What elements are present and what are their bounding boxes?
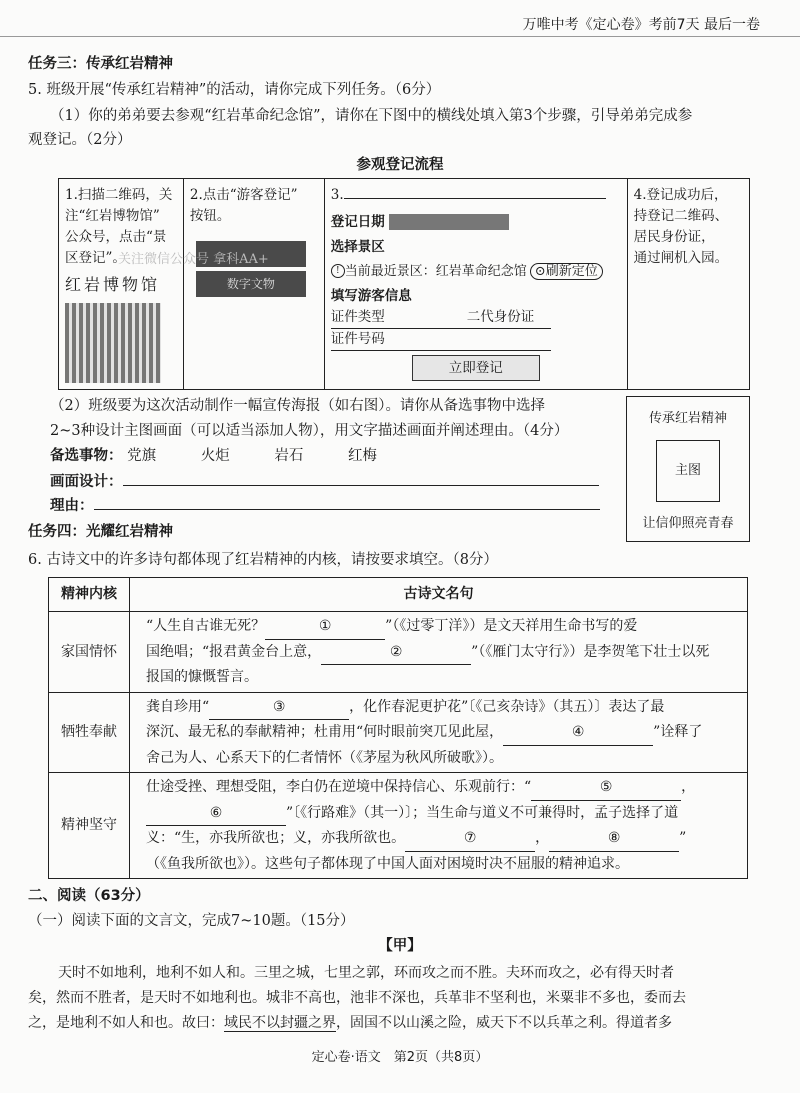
passage-line-3 (28, 1012, 672, 1032)
fill-info-label: 填写游客信息 (330, 287, 412, 304)
blank-2[interactable]: ② (321, 640, 471, 666)
passage-line-1: 天时不如地利，地利不如人和。三里之城，七里之郭，环而攻之而不胜。夫环而攻之，必有得天时者 (58, 965, 674, 981)
verses-sacrifice (130, 692, 748, 773)
reg-date-label: 登记日期 (330, 213, 385, 230)
option-rock: 岩石 (274, 448, 304, 464)
verses-patriotism (130, 612, 748, 693)
blank-6[interactable]: ⑥ (146, 801, 286, 827)
location-pin-icon: ⊙ (534, 263, 546, 279)
info-icon: ! (331, 264, 345, 278)
id-number-row[interactable] (331, 329, 551, 351)
flow-title: 参观登记流程 (356, 157, 444, 173)
reason-row (50, 494, 600, 515)
verse-text: 国绝唱；“报君黄金台上意， (146, 643, 322, 660)
blank-5[interactable]: ⑤ (531, 775, 681, 801)
design-label: 画面设计： (50, 473, 123, 490)
verse-text: 报国的慷慨誓言。 (146, 669, 258, 685)
select-area-label: 选择景区 (330, 238, 385, 255)
design-answer-blank[interactable] (123, 485, 599, 486)
step4-text-2: 持登记二维码、 (633, 207, 729, 224)
verse-text: ， (535, 830, 550, 846)
verses-perseverance (130, 773, 748, 879)
verse-text: ”诠释了 (653, 724, 703, 740)
verse-text: ”（《雁门太守行》）是李贺笔下壮士以死 (471, 643, 710, 660)
verse-text: ”〔《行路难》（其一）〕；当生命与道义不可兼得时，孟子选择了道 (286, 804, 679, 821)
poster-slogan: 让信仰照亮青春 (642, 516, 734, 531)
q5-sub2-line2: 2~3种设计主图画面（可以适当添加人物），用文字描述画面并阐述理由。（4分） (50, 423, 569, 439)
poster-main-image: 主图 (656, 440, 720, 502)
col-header-verses: 古诗文名句 (130, 578, 748, 612)
museum-logo-text: 红岩博物馆 (65, 274, 161, 294)
q5-sub2-line1: （2）班级要为这次活动制作一幅宣传海报（如右图）。请你从备选事物中选择 (50, 398, 545, 414)
verse-text: ”（《过零丁洋》）是文天祥用生命书写的爱 (385, 618, 638, 634)
q5-sub1-line1: （1）你的弟弟要去参观“红岩革命纪念馆”，请你在下图中的横线处填入第3个步骤，引导弟弟完成参 (50, 108, 693, 124)
verse-text: ， (681, 779, 696, 795)
core-perseverance: 精神坚守 (49, 773, 130, 879)
verse-text: ，化作春泥更护花”〔《己亥杂诗》（其五）〕表达了最 (349, 698, 665, 715)
step2-text-1: 2.点击“游客登记” (189, 187, 298, 203)
q6-stem: 6. 古诗文中的许多诗句都体现了红岩精神的内核，请按要求填空。（8分） (28, 552, 498, 568)
flow-step4 (627, 179, 749, 390)
register-now-button[interactable]: 立即登记 (412, 355, 540, 381)
step3-answer-blank[interactable] (344, 198, 606, 199)
id-type-value: 二代身份证 (466, 308, 535, 325)
poster-title: 传承红岩精神 (648, 411, 727, 426)
poem-table (48, 577, 748, 879)
page-footer: 定心卷·语文 第2页（共8页） (311, 1050, 489, 1065)
passage-text: ，固国不以山溪之险，威天下不以兵革之利。得道者多 (336, 1015, 672, 1031)
digital-relic-image: 数字文物 (196, 271, 306, 297)
page-header: 万唯中考《定心卷》考前7天 最后一卷 (522, 17, 760, 33)
options-row (50, 444, 377, 465)
verse-text: ” (679, 830, 687, 846)
verse-text: 仕途受挫、理想受阻，李白仍在逆境中保持信心、乐观前行：“ (146, 779, 532, 795)
verse-text: “人生自古谁无死？ (146, 618, 266, 634)
option-plum: 红梅 (347, 448, 377, 464)
core-patriotism: 家国情怀 (49, 612, 130, 693)
option-party-flag: 党旗 (127, 448, 157, 464)
options-label: 备选事物： (50, 447, 123, 464)
refresh-location-button[interactable] (530, 263, 603, 280)
blank-1[interactable]: ① (265, 614, 385, 640)
design-row (50, 470, 599, 491)
blank-7[interactable]: ⑦ (405, 826, 535, 852)
q5-stem: 5. 班级开展“传承红岩精神”的活动，请你完成下列任务。（6分） (28, 82, 441, 98)
step3-number: 3. (330, 187, 344, 203)
step4-text-4: 通过闸机入园。 (633, 249, 729, 266)
core-sacrifice: 牺牲奉献 (49, 692, 130, 773)
step2-text-2: 按钮。 (189, 207, 231, 224)
step1-text-1: 1.扫描二维码，关 (65, 187, 173, 203)
reg-date-field[interactable] (389, 214, 509, 230)
registration-flow-table (58, 178, 750, 390)
passage-jia-label: 【甲】 (378, 938, 422, 954)
poster-illustration (626, 396, 750, 542)
verse-text: 舍己为人、心系天下的仁者情怀（《茅屋为秋风所破歌》）。 (146, 749, 503, 766)
area-note: 当前最近景区：红岩革命纪念馆 (344, 263, 527, 279)
verse-text: 义：“生，亦我所欲也；义，亦我所欲也。 (146, 830, 406, 846)
blank-4[interactable]: ④ (503, 720, 653, 746)
passage-underlined: 域民不以封疆之界 (224, 1015, 336, 1031)
passage-text: 之，是地利不如人和也。故曰： (28, 1015, 224, 1031)
step4-text-1: 4.登记成功后， (633, 187, 728, 203)
id-number-label: 证件号码 (330, 330, 385, 347)
reading1-instruction: （一）阅读下面的文言文，完成7~10题。（15分） (28, 913, 355, 929)
verse-text: （《鱼我所欲也》）。这些句子都体现了中国人面对困境时决不屈服的精神追求。 (146, 855, 629, 872)
flow-step2 (183, 179, 324, 390)
verse-text: 深沉、最无私的奉献精神；杜甫用“何时眼前突兀见此屋， (146, 724, 504, 740)
task3-heading: 任务三：传承红岩精神 (28, 56, 173, 72)
step1-text-2: 注“红岩博物馆” (65, 207, 160, 224)
step1-text-4: 区登记”。 (65, 249, 126, 266)
col-header-core: 精神内核 (49, 578, 130, 612)
verse-text: 龚自珍用“ (146, 698, 210, 715)
step4-text-3: 居民身份证， (633, 228, 715, 245)
watermark: 关注微信公众号 拿科AA+ (118, 252, 269, 267)
refresh-label: 刷新定位 (545, 263, 598, 279)
step1-text-3: 公众号，点击“景 (65, 228, 167, 245)
reason-answer-blank[interactable] (94, 509, 600, 510)
blank-8[interactable]: ⑧ (549, 826, 679, 852)
section2-heading: 二、阅读（63分） (28, 888, 150, 904)
option-torch: 火炬 (200, 448, 230, 464)
task4-heading: 任务四：光耀红岩精神 (28, 524, 173, 540)
reason-label: 理由： (50, 497, 94, 514)
passage-line-2: 矣，然而不胜者，是天时不如地利也。城非不高也，池非不深也，兵革非不坚利也，米粟非不多也，委而去 (28, 990, 686, 1006)
flow-step1 (59, 179, 184, 390)
qr-code-image (65, 303, 161, 383)
id-type-row[interactable] (331, 307, 551, 329)
blank-3[interactable]: ③ (209, 695, 349, 721)
q5-sub1-line2: 观登记。（2分） (28, 132, 132, 148)
header-divider (0, 36, 800, 37)
flow-step3 (324, 179, 627, 390)
id-type-label: 证件类型 (330, 308, 385, 325)
